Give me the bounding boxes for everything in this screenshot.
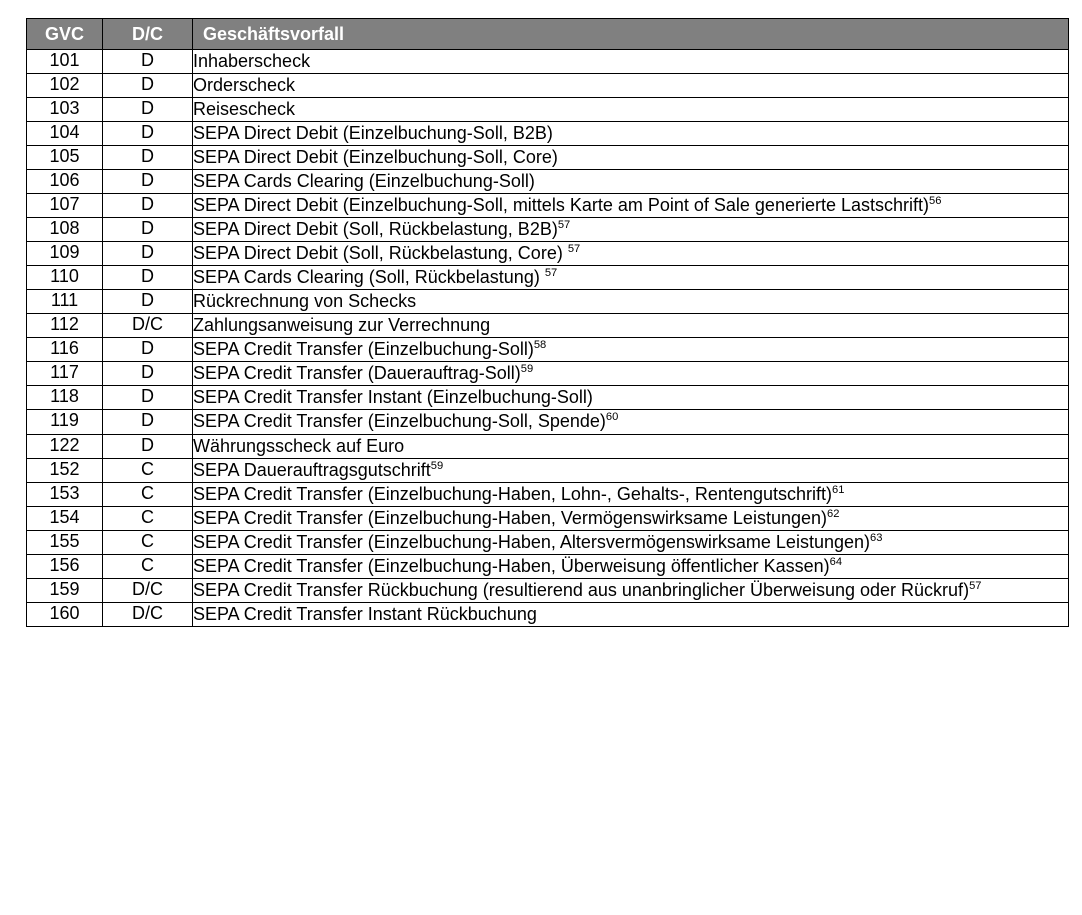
column-header-geschaeftsvorfall: Geschäftsvorfall <box>193 19 1069 50</box>
cell-text: SEPA Credit Transfer Rückbuchung (resultierend aus unanbringlicher Überweisung oder Rückruf) <box>193 579 970 600</box>
cell-gvc: 103 <box>27 98 103 122</box>
cell-text: SEPA Credit Transfer (Einzelbuchung-Haben, Überweisung öffentlicher Kassen) <box>193 555 830 576</box>
table-row <box>27 122 1069 146</box>
cell-geschaeftsvorfall <box>193 98 1069 122</box>
cell-dc: D/C <box>103 602 193 626</box>
cell-gvc: 106 <box>27 170 103 194</box>
table-header <box>27 19 1069 50</box>
cell-dc: D <box>103 410 193 434</box>
table-row <box>27 386 1069 410</box>
table-row <box>27 554 1069 578</box>
cell-dc: C <box>103 458 193 482</box>
footnote-marker: 60 <box>605 411 619 424</box>
table-body <box>27 50 1069 627</box>
table-row <box>27 98 1069 122</box>
cell-dc: D <box>103 386 193 410</box>
cell-gvc: 152 <box>27 458 103 482</box>
cell-gvc: 160 <box>27 602 103 626</box>
footnote-marker: 61 <box>832 483 845 496</box>
cell-dc: D <box>103 74 193 98</box>
cell-text: SEPA Direct Debit (Soll, Rückbelastung, Core) <box>193 243 568 264</box>
footnote-marker: 59 <box>520 363 534 376</box>
cell-text: Rückrechnung von Schecks <box>193 291 417 312</box>
cell-geschaeftsvorfall <box>193 170 1069 194</box>
cell-geschaeftsvorfall <box>193 74 1069 98</box>
cell-geschaeftsvorfall <box>193 410 1069 434</box>
cell-dc: C <box>103 530 193 554</box>
cell-geschaeftsvorfall <box>193 362 1069 386</box>
cell-dc: D <box>103 266 193 290</box>
footnote-marker: 62 <box>827 507 840 520</box>
table-row <box>27 506 1069 530</box>
table-row <box>27 242 1069 266</box>
cell-dc: D <box>103 338 193 362</box>
cell-gvc: 116 <box>27 338 103 362</box>
cell-dc: D <box>103 362 193 386</box>
table-row <box>27 74 1069 98</box>
header-row <box>27 19 1069 50</box>
table-row <box>27 482 1069 506</box>
table-row <box>27 458 1069 482</box>
cell-text: SEPA Cards Clearing (Soll, Rückbelastung) <box>193 267 545 288</box>
cell-text: SEPA Credit Transfer (Einzelbuchung-Soll, Spende) <box>193 411 606 432</box>
cell-dc: D/C <box>103 578 193 602</box>
cell-gvc: 107 <box>27 194 103 218</box>
footnote-marker: 64 <box>829 555 843 568</box>
cell-gvc: 109 <box>27 242 103 266</box>
cell-text: SEPA Credit Transfer Instant Rückbuchung <box>193 603 537 624</box>
table-row <box>27 194 1069 218</box>
cell-dc: D <box>103 170 193 194</box>
cell-gvc: 101 <box>27 50 103 74</box>
table-row <box>27 434 1069 458</box>
cell-gvc: 118 <box>27 386 103 410</box>
cell-gvc: 155 <box>27 530 103 554</box>
cell-gvc: 117 <box>27 362 103 386</box>
cell-dc: D <box>103 98 193 122</box>
footnote-marker: 57 <box>544 267 558 280</box>
cell-dc: C <box>103 482 193 506</box>
cell-geschaeftsvorfall <box>193 578 1069 602</box>
table-row <box>27 314 1069 338</box>
cell-dc: D <box>103 434 193 458</box>
cell-gvc: 108 <box>27 218 103 242</box>
cell-dc: D <box>103 218 193 242</box>
cell-gvc: 102 <box>27 74 103 98</box>
cell-gvc: 119 <box>27 410 103 434</box>
footnote-marker: 56 <box>929 195 942 208</box>
cell-geschaeftsvorfall <box>193 506 1069 530</box>
cell-text: SEPA Credit Transfer (Einzelbuchung-Haben, Lohn-, Gehalts-, Rentengutschrift) <box>193 483 832 504</box>
cell-gvc: 104 <box>27 122 103 146</box>
cell-geschaeftsvorfall <box>193 554 1069 578</box>
cell-text: SEPA Dauerauftragsgutschrift <box>193 459 431 480</box>
cell-gvc: 111 <box>27 290 103 314</box>
table-row <box>27 530 1069 554</box>
cell-gvc: 105 <box>27 146 103 170</box>
cell-geschaeftsvorfall <box>193 218 1069 242</box>
cell-dc: D <box>103 194 193 218</box>
footnote-marker: 57 <box>969 579 982 592</box>
cell-geschaeftsvorfall <box>193 602 1069 626</box>
cell-gvc: 110 <box>27 266 103 290</box>
cell-dc: D <box>103 50 193 74</box>
cell-geschaeftsvorfall <box>193 530 1069 554</box>
footnote-marker: 59 <box>430 459 444 472</box>
cell-gvc: 122 <box>27 434 103 458</box>
table-row <box>27 362 1069 386</box>
table-row <box>27 602 1069 626</box>
footnote-marker: 57 <box>557 219 571 232</box>
cell-gvc: 154 <box>27 506 103 530</box>
table-row <box>27 338 1069 362</box>
cell-geschaeftsvorfall <box>193 314 1069 338</box>
cell-text: SEPA Cards Clearing (Einzelbuchung-Soll) <box>193 171 535 192</box>
column-header-gvc: GVC <box>27 19 103 50</box>
table-row <box>27 146 1069 170</box>
cell-text: SEPA Credit Transfer (Einzelbuchung-Haben, Altersvermögenswirksame Leistungen) <box>193 531 870 552</box>
cell-geschaeftsvorfall <box>193 458 1069 482</box>
column-header-dc: D/C <box>103 19 193 50</box>
cell-gvc: 159 <box>27 578 103 602</box>
cell-text: SEPA Credit Transfer (Einzelbuchung-Haben, Vermögenswirksame Leistungen) <box>193 507 827 528</box>
cell-dc: C <box>103 506 193 530</box>
table-row <box>27 578 1069 602</box>
cell-text: SEPA Direct Debit (Einzelbuchung-Soll, B2B) <box>193 123 553 144</box>
cell-dc: D <box>103 122 193 146</box>
cell-text: SEPA Credit Transfer Instant (Einzelbuchung-Soll) <box>193 387 593 408</box>
table-row <box>27 170 1069 194</box>
cell-dc: D <box>103 290 193 314</box>
cell-text: SEPA Credit Transfer (Einzelbuchung-Soll) <box>193 339 534 360</box>
cell-text: Währungsscheck auf Euro <box>193 435 405 456</box>
table-row <box>27 218 1069 242</box>
cell-text: SEPA Direct Debit (Einzelbuchung-Soll, mittels Karte am Point of Sale generierte Lastschrift) <box>193 195 929 216</box>
footnote-marker: 63 <box>870 531 883 544</box>
cell-dc: D <box>103 242 193 266</box>
cell-text: Reisescheck <box>193 99 296 120</box>
cell-dc: D/C <box>103 314 193 338</box>
table-row <box>27 290 1069 314</box>
cell-geschaeftsvorfall <box>193 146 1069 170</box>
cell-text: Orderscheck <box>193 75 296 96</box>
cell-dc: D <box>103 146 193 170</box>
cell-text: SEPA Direct Debit (Soll, Rückbelastung, B2B) <box>193 219 558 240</box>
cell-geschaeftsvorfall <box>193 50 1069 74</box>
table-row <box>27 50 1069 74</box>
cell-geschaeftsvorfall <box>193 482 1069 506</box>
cell-gvc: 112 <box>27 314 103 338</box>
cell-geschaeftsvorfall <box>193 242 1069 266</box>
cell-gvc: 153 <box>27 482 103 506</box>
cell-geschaeftsvorfall <box>193 290 1069 314</box>
cell-geschaeftsvorfall <box>193 338 1069 362</box>
cell-geschaeftsvorfall <box>193 194 1069 218</box>
table-row <box>27 410 1069 434</box>
cell-dc: C <box>103 554 193 578</box>
footnote-marker: 58 <box>533 339 547 352</box>
cell-geschaeftsvorfall <box>193 434 1069 458</box>
table-row <box>27 266 1069 290</box>
cell-geschaeftsvorfall <box>193 266 1069 290</box>
cell-gvc: 156 <box>27 554 103 578</box>
cell-geschaeftsvorfall <box>193 386 1069 410</box>
cell-text: SEPA Direct Debit (Einzelbuchung-Soll, Core) <box>193 147 558 168</box>
cell-text: Zahlungsanweisung zur Verrechnung <box>193 315 491 336</box>
cell-text: Inhaberscheck <box>193 51 311 71</box>
cell-text: SEPA Credit Transfer (Dauerauftrag-Soll) <box>193 363 521 384</box>
footnote-marker: 57 <box>567 243 581 256</box>
gvc-table <box>26 18 1069 627</box>
cell-geschaeftsvorfall <box>193 122 1069 146</box>
